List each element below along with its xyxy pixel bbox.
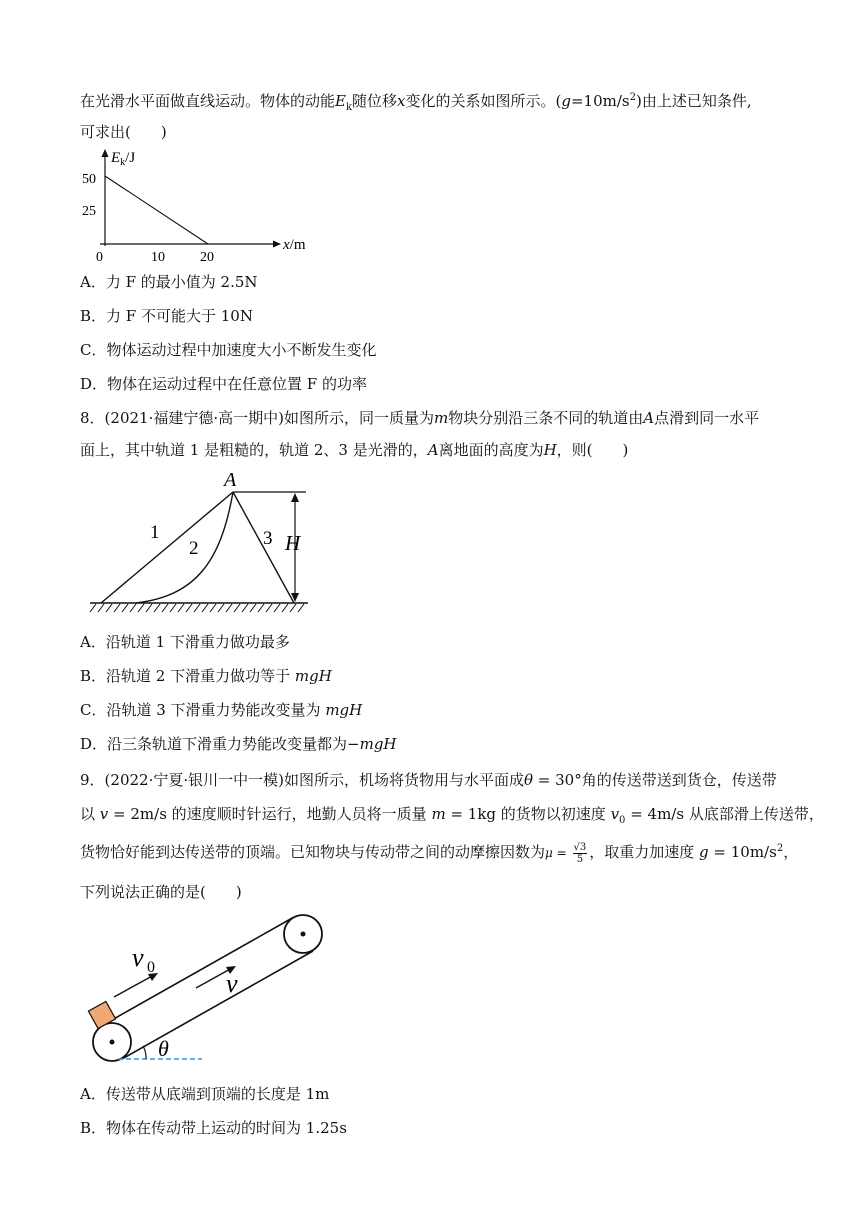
label-v: v (226, 969, 238, 998)
q8-line1: 8．(2021·福建宁德·高一期中)如图所示，同一质量为m物块分别沿三条不同的轨道由A点滑到同一水平 (80, 409, 760, 427)
x-tick-10: 10 (151, 250, 165, 265)
theta-arc (143, 1046, 146, 1059)
label-theta: θ (158, 1036, 169, 1061)
label-2: 2 (189, 538, 199, 559)
v0-arrow (114, 975, 154, 997)
q8-option-a: A．沿轨道 1 下滑重力做功最多 (80, 633, 290, 651)
y-tick-50: 50 (82, 172, 96, 187)
q9-line2: 以 v = 2m/s 的速度顺时针运行，地勤人员将一质量 m = 1kg 的货物以初速度 $v_0 = 4m/s$ 从底部滑上传送带， (80, 805, 824, 826)
label-1: 1 (150, 522, 160, 543)
q9-line4: 下列说法正确的是( ) (80, 883, 242, 901)
q7-option-d: D．物体在运动过程中在任意位置 F 的功率 (80, 375, 367, 393)
q9-line1: 9．(2022·宁夏·银川一中一模)如图所示，机场将货物用与水平面成θ = 30°角的传送带送到货仓，传送带 (80, 771, 777, 789)
x-tick-20: 20 (200, 250, 214, 265)
ek-x-chart (78, 146, 306, 268)
q7-option-a: A．力 F 的最小值为 2.5N (80, 273, 258, 291)
q9-line3: 货物恰好能到达传送带的顶端。已知物块与传动带之间的动摩擦因数为μ = $\frac{√3}{5}$ ，取重力加速度 $g = 10m/s^2$， (80, 841, 799, 865)
q7-option-b: B．力 F 不可能大于 10N (80, 307, 253, 325)
q8-option-c: C．沿轨道 3 下滑重力势能改变量为 mgH (80, 701, 363, 719)
tracks-diagram (86, 466, 316, 616)
q8-option-d: D．沿三条轨道下滑重力势能改变量都为−mgH (80, 735, 397, 753)
ground-hatching (90, 604, 304, 612)
q7-line2: 可求出( ) (80, 123, 167, 141)
q8-option-b: B．沿轨道 2 下滑重力做功等于 mgH (80, 667, 332, 685)
q9-option-b: B．物体在传动带上运动的时间为 1.25s (80, 1119, 347, 1137)
label-H: H (285, 531, 301, 555)
y-axis-label: $E_k/J$ (111, 150, 136, 168)
y-tick-25: 25 (82, 204, 96, 219)
track-2 (136, 492, 233, 603)
y-axis-arrow (102, 149, 109, 157)
series-line (105, 176, 208, 244)
x-axis-label: x/m (283, 237, 306, 253)
q7-option-c: C．物体运动过程中加速度大小不断发生变化 (80, 341, 377, 359)
conveyor-diagram (84, 914, 324, 1064)
label-3: 3 (263, 528, 273, 549)
q8-line2: 面上，其中轨道 1 是粗糙的，轨道 2、3 是光滑的，A离地面的高度为H，则( ) (80, 441, 629, 459)
q9-option-a: A．传送带从底端到顶端的长度是 1m (80, 1085, 330, 1103)
label-A: A (224, 469, 237, 491)
q7-line1: 在光滑水平面做直线运动。物体的动能$E_k$随位移x变化的关系如图所示。$(g=10m/s^2)$由上述已知条件, (80, 92, 752, 113)
svg-text:0: 0 (147, 959, 155, 976)
mu-fraction: $\frac{√3}{5}$ (573, 841, 587, 865)
track-1 (101, 492, 233, 603)
x-axis-arrow (273, 241, 281, 248)
x-tick-0: 0 (96, 250, 103, 265)
label-v0: v (132, 943, 144, 972)
